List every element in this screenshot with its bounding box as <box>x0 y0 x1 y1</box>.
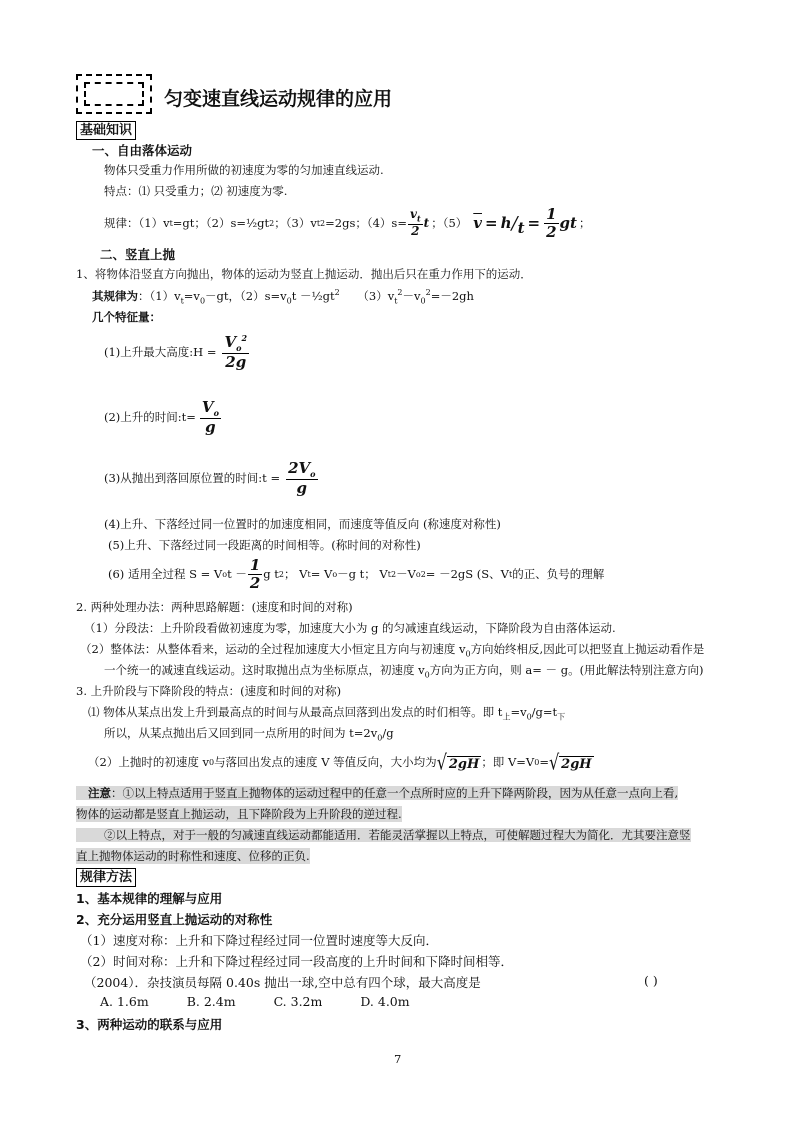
option-c[interactable]: C. 3.2m <box>273 994 323 1009</box>
note-line-3: ②以上特点，对于一般的匀减速直线运动都能适用．若能灵活掌握以上特点，可使解题过程大为简化．尤其要注意竖 <box>76 827 691 843</box>
method-whole-b: 一个统一的减速直线运动。这时取抛出点为坐标原点，初速度 $v_0$方向为正方向，则 a= － g。(用此解法特别注意方向) <box>104 663 704 680</box>
heading-vertical-up: 二、竖直上抛 <box>100 247 176 262</box>
feature-rise-time: (2)上升的时间:t= $\frac{V_o}{g}$ <box>104 398 219 436</box>
option-b[interactable]: B. 2.4m <box>186 994 236 1009</box>
methods-heading: 2. 两种处理办法：两种思路解题：(速度和时间的对称) <box>76 600 353 614</box>
feature-velocity-symmetry: (4)上升、下落经过同一位置时的加速度相同，而速度等值反向 (称速度对称性) <box>104 517 501 531</box>
stage-feature-1b: 所以，从某点抛出后又回到同一点所用的时间为 $t=2v_0/g$ <box>104 726 394 743</box>
answer-options <box>100 994 410 1009</box>
chapter-logo-icon <box>76 74 152 114</box>
free-fall-features: 特点：⑴ 只受重力；⑵ 初速度为零. <box>104 184 288 198</box>
stage-feature-2: （2）上抛时的初速度 v 0 与落回出发点的速度 V 等值反向，大小均为 √ 2gH ；即 V=V 0 = √ 2gH <box>88 749 592 775</box>
section-tag-basics: 基础知识 <box>76 121 136 140</box>
rule-1: 1、基本规律的理解与应用 <box>76 891 223 906</box>
vertical-up-laws: 其规律为：$(1)v_t=v_0-gt$，$(2)s=v_0t$ $-\frac{1}{2}gt^2$ $(3)v_t^2-v_0^2=-2gh$ <box>92 288 474 306</box>
section-tag-rules: 规律方法 <box>76 868 136 887</box>
heading-free-fall: 一、自由落体运动 <box>92 143 193 158</box>
feature-max-height: (1)上升最大高度:H = $\frac{V_o^2}{2g}$ <box>104 333 248 371</box>
vertical-up-item1: 1、将物体沿竖直方向抛出，物体的运动为竖直上抛运动．抛出后只在重力作用下的运动． <box>76 267 532 281</box>
rule-2: 2、充分运用竖直上抛运动的对称性 <box>76 912 273 927</box>
free-fall-definition: 物体只受重力作用所做的初速度为零的匀加速直线运动. <box>104 163 384 177</box>
note-line-2: 物体的运动都是竖直上抛运动，且下降阶段为上升阶段的逆过程. <box>76 807 402 821</box>
page-title: 匀变速直线运动规律的应用 <box>164 88 393 110</box>
feature-whole-process: (6) 适用全过程 S = V o t － $\frac{1}{2}$ g t 2 ； V t = V o －g t； V t 2 －V o 2 = －2gS (S、V t 的正、负号的理解 <box>108 556 605 592</box>
question-answer-blank[interactable]: ( ) <box>644 973 658 988</box>
note-line-1: 注意：①以上特点适用于竖直上抛物体的运动过程中的任意一个点所时应的上升下降两阶段，因为从任意一点向上看, <box>76 785 678 801</box>
free-fall-laws: 规律：（1）v t =gt；（2）s=½gt 2 ；（3）v t 2 =2gs；（4）s= $\frac{v_t}{2}$ t ；（5） $\overline{v}$ = h / t = $\frac{1}{2}$ gt ； <box>104 205 591 241</box>
option-a[interactable]: A. 1.6m <box>100 994 149 1009</box>
feature-time-symmetry: (5)上升、下落经过同一段距离的时间相等。(称时间的对称性) <box>108 538 421 552</box>
note-line-4: 直上抛物体运动的时称性和速度、位移的正负. <box>76 849 310 863</box>
question-text: （2004）．杂技演员每隔 0.40s 抛出一球,空中总有四个球，最大高度是 <box>84 975 481 990</box>
feature-total-time: (3)从抛出到落回原位置的时间:t = $\frac{2V_o}{g}$ <box>104 459 316 497</box>
rule-3: 3、两种运动的联系与应用 <box>76 1017 223 1032</box>
method-segment: （1）分段法：上升阶段看做初速度为零，加速度大小为 g 的匀减速直线运动，下降阶段为自由落体运动. <box>84 621 616 635</box>
page-number: 7 <box>394 1052 402 1066</box>
rule-2-velocity: （1）速度对称：上升和下降过程经过同一位置时速度等大反向． <box>80 933 438 948</box>
method-whole-a: （2）整体法：从整体看来，运动的全过程加速度大小恒定且方向与初速度 $v_0$方向始终相反,因此可以把竖直上抛运动看作是 <box>80 642 705 659</box>
features-heading: 几个特征量： <box>92 310 161 324</box>
rule-2-time: （2）时间对称：上升和下降过程经过同一段高度的上升时间和下降时间相等． <box>80 954 513 969</box>
stage-feature-1: ⑴ 物体从某点出发上升到最高点的时间与从最高点回落到出发点的时们相等。即 $t_上=v_0/g=t_下$ <box>88 705 566 722</box>
stage-features-heading: 3. 上升阶段与下降阶段的特点：(速度和时间的对称) <box>76 684 342 698</box>
option-d[interactable]: D. 4.0m <box>360 994 410 1009</box>
